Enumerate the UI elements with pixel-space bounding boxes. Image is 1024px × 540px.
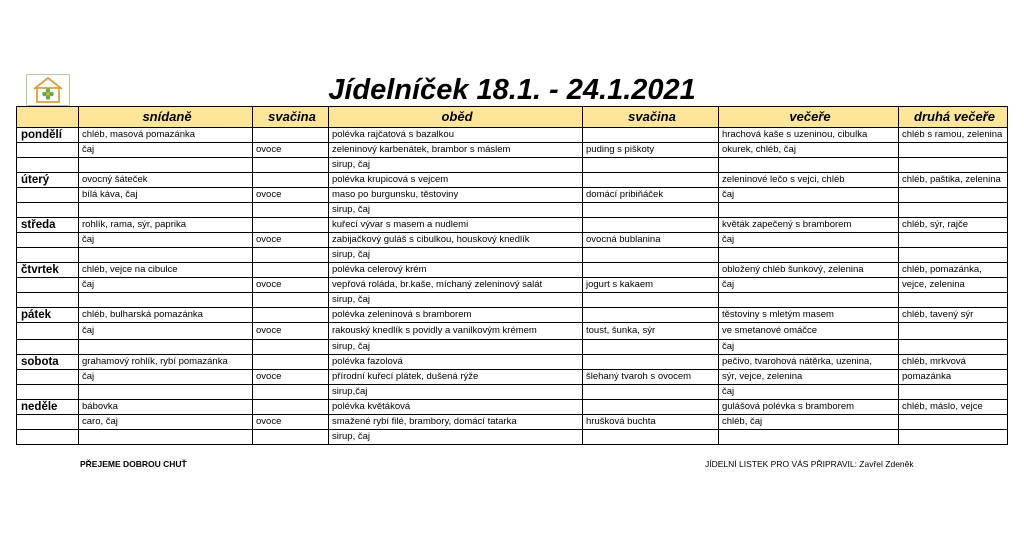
second-dinner-cell: chléb, sýr, rajče	[899, 218, 1008, 233]
day-name: pondělí	[17, 128, 79, 143]
dinner-cell: čaj	[719, 233, 899, 248]
morning-snack-cell: ovoce	[253, 143, 329, 158]
lunch-cell: sirup, čaj	[329, 340, 583, 355]
breakfast-cell	[79, 340, 253, 355]
table-row	[17, 323, 1008, 340]
dinner-cell: čaj	[719, 188, 899, 203]
lunch-cell: sirup,čaj	[329, 385, 583, 400]
morning-snack-cell: ovoce	[253, 415, 329, 430]
day-cell-empty	[17, 415, 79, 430]
breakfast-cell	[79, 203, 253, 218]
dinner-cell: pečivo, tvarohová nátěrka, uzenina,	[719, 355, 899, 370]
second-dinner-cell: chléb, máslo, vejce	[899, 400, 1008, 415]
breakfast-cell	[79, 158, 253, 173]
afternoon-snack-cell	[583, 293, 719, 308]
morning-snack-cell	[253, 173, 329, 188]
footer-greeting: PŘEJEME DOBROU CHUŤ	[80, 459, 187, 469]
lunch-cell: zeleninový karbenátek, brambor s máslem	[329, 143, 583, 158]
second-dinner-cell	[899, 293, 1008, 308]
morning-snack-cell: ovoce	[253, 370, 329, 385]
lunch-cell: maso po burgunsku, těstoviny	[329, 188, 583, 203]
table-row	[17, 188, 1008, 203]
lunch-cell: smažené rybí filé, brambory, domácí tatarka	[329, 415, 583, 430]
morning-snack-cell: ovoce	[253, 323, 329, 340]
second-dinner-cell	[899, 415, 1008, 430]
header-dinner: večeře	[719, 107, 899, 128]
dinner-cell: chléb, čaj	[719, 415, 899, 430]
day-cell-empty	[17, 233, 79, 248]
dinner-cell: hrachová kaše s uzeninou, cibulka	[719, 128, 899, 143]
table-row	[17, 308, 1008, 323]
afternoon-snack-cell: hrušková buchta	[583, 415, 719, 430]
dinner-cell: čaj	[719, 385, 899, 400]
second-dinner-cell: vejce, zelenina	[899, 278, 1008, 293]
breakfast-cell: čaj	[79, 233, 253, 248]
menu-table	[16, 106, 1008, 445]
breakfast-cell: bábovka	[79, 400, 253, 415]
afternoon-snack-cell	[583, 158, 719, 173]
breakfast-cell: rohlík, rama, sýr, paprika	[79, 218, 253, 233]
afternoon-snack-cell: jogurt s kakaem	[583, 278, 719, 293]
breakfast-cell	[79, 385, 253, 400]
dinner-cell: obložený chléb šunkový, zelenina	[719, 263, 899, 278]
table-row	[17, 173, 1008, 188]
second-dinner-cell: chléb, tavený sýr	[899, 308, 1008, 323]
day-cell-empty	[17, 248, 79, 263]
afternoon-snack-cell	[583, 308, 719, 323]
dinner-cell	[719, 293, 899, 308]
table-row	[17, 430, 1008, 445]
morning-snack-cell	[253, 218, 329, 233]
dinner-cell: okurek, chléb, čaj	[719, 143, 899, 158]
morning-snack-cell	[253, 248, 329, 263]
lunch-cell: sirup, čaj	[329, 158, 583, 173]
breakfast-cell	[79, 248, 253, 263]
breakfast-cell: bílá káva, čaj	[79, 188, 253, 203]
day-name: čtvrtek	[17, 263, 79, 278]
morning-snack-cell: ovoce	[253, 188, 329, 203]
lunch-cell: polévka zeleninová s bramborem	[329, 308, 583, 323]
lunch-cell: polévka celerový krém	[329, 263, 583, 278]
second-dinner-cell: chléb, paštika, zelenina	[899, 173, 1008, 188]
breakfast-cell: čaj	[79, 278, 253, 293]
day-cell-empty	[17, 385, 79, 400]
day-cell-empty	[17, 158, 79, 173]
second-dinner-cell: pomazánka	[899, 370, 1008, 385]
morning-snack-cell: ovoce	[253, 233, 329, 248]
lunch-cell: zabijačkový guláš s cibulkou, houskový knedlík	[329, 233, 583, 248]
lunch-cell: polévka fazolová	[329, 355, 583, 370]
afternoon-snack-cell	[583, 218, 719, 233]
day-name: pátek	[17, 308, 79, 323]
afternoon-snack-cell	[583, 385, 719, 400]
table-row	[17, 400, 1008, 415]
day-cell-empty	[17, 370, 79, 385]
table-row	[17, 203, 1008, 218]
lunch-cell: sirup, čaj	[329, 248, 583, 263]
table-row	[17, 370, 1008, 385]
table-row	[17, 355, 1008, 370]
dinner-cell	[719, 158, 899, 173]
second-dinner-cell	[899, 248, 1008, 263]
breakfast-cell: grahamový rohlík, rybí pomazánka	[79, 355, 253, 370]
breakfast-cell: chléb, vejce na cibulce	[79, 263, 253, 278]
day-name: úterý	[17, 173, 79, 188]
dinner-cell: čaj	[719, 340, 899, 355]
afternoon-snack-cell: domácí pribiňáček	[583, 188, 719, 203]
dinner-cell: zeleninové lečo s vejci, chléb	[719, 173, 899, 188]
afternoon-snack-cell: ovocná bublanina	[583, 233, 719, 248]
header-lunch: oběd	[329, 107, 583, 128]
morning-snack-cell	[253, 340, 329, 355]
morning-snack-cell	[253, 128, 329, 143]
lunch-cell: polévka květáková	[329, 400, 583, 415]
table-row	[17, 293, 1008, 308]
table-row	[17, 128, 1008, 143]
day-cell-empty	[17, 430, 79, 445]
day-cell-empty	[17, 143, 79, 158]
table-row	[17, 278, 1008, 293]
lunch-cell: sirup, čaj	[329, 293, 583, 308]
table-row	[17, 248, 1008, 263]
second-dinner-cell	[899, 323, 1008, 340]
header-afternoon-snack: svačina	[583, 107, 719, 128]
day-name: středa	[17, 218, 79, 233]
breakfast-cell: čaj	[79, 370, 253, 385]
lunch-cell: sirup, čaj	[329, 430, 583, 445]
afternoon-snack-cell	[583, 355, 719, 370]
page-title: Jídelníček 18.1. - 24.1.2021	[328, 74, 696, 106]
table-row	[17, 415, 1008, 430]
dinner-cell: čaj	[719, 278, 899, 293]
header-row	[17, 107, 1008, 128]
morning-snack-cell	[253, 355, 329, 370]
afternoon-snack-cell	[583, 400, 719, 415]
day-cell-empty	[17, 203, 79, 218]
day-name: neděle	[17, 400, 79, 415]
morning-snack-cell	[253, 203, 329, 218]
morning-snack-cell	[253, 263, 329, 278]
second-dinner-cell	[899, 203, 1008, 218]
header-breakfast: snídaně	[79, 107, 253, 128]
afternoon-snack-cell	[583, 203, 719, 218]
breakfast-cell: ovocný šáteček	[79, 173, 253, 188]
breakfast-cell: čaj	[79, 143, 253, 158]
lunch-cell: rakouský knedlík s povidly a vanilkovým krémem	[329, 323, 583, 340]
breakfast-cell: caro, čaj	[79, 415, 253, 430]
dinner-cell	[719, 430, 899, 445]
second-dinner-cell	[899, 233, 1008, 248]
table-row	[17, 218, 1008, 233]
afternoon-snack-cell	[583, 340, 719, 355]
lunch-cell: polévka rajčatová s bazalkou	[329, 128, 583, 143]
dinner-cell	[719, 203, 899, 218]
dinner-cell: těstoviny s mletým masem	[719, 308, 899, 323]
morning-snack-cell	[253, 308, 329, 323]
day-cell-empty	[17, 293, 79, 308]
dinner-cell: ve smetanové omáčce	[719, 323, 899, 340]
morning-snack-cell: ovoce	[253, 278, 329, 293]
afternoon-snack-cell	[583, 263, 719, 278]
dinner-cell: gulášová polévka s bramborem	[719, 400, 899, 415]
second-dinner-cell	[899, 158, 1008, 173]
second-dinner-cell	[899, 143, 1008, 158]
second-dinner-cell	[899, 430, 1008, 445]
dinner-cell: sýr, vejce, zelenina	[719, 370, 899, 385]
breakfast-cell	[79, 293, 253, 308]
header-day	[17, 107, 79, 128]
afternoon-snack-cell: puding s piškoty	[583, 143, 719, 158]
day-cell-empty	[17, 278, 79, 293]
table-row	[17, 233, 1008, 248]
morning-snack-cell	[253, 400, 329, 415]
lunch-cell: polévka krupicová s vejcem	[329, 173, 583, 188]
dinner-cell: květák zapečený s bramborem	[719, 218, 899, 233]
afternoon-snack-cell	[583, 248, 719, 263]
afternoon-snack-cell: šlehaný tvaroh s ovocem	[583, 370, 719, 385]
day-cell-empty	[17, 340, 79, 355]
morning-snack-cell	[253, 430, 329, 445]
breakfast-cell: čaj	[79, 323, 253, 340]
breakfast-cell	[79, 430, 253, 445]
day-cell-empty	[17, 323, 79, 340]
afternoon-snack-cell	[583, 128, 719, 143]
header-second-dinner: druhá večeře	[899, 107, 1008, 128]
second-dinner-cell	[899, 188, 1008, 203]
second-dinner-cell: chléb s ramou, zelenina	[899, 128, 1008, 143]
table-row	[17, 158, 1008, 173]
lunch-cell: přírodní kuřecí plátek, dušená rýže	[329, 370, 583, 385]
lunch-cell: sirup, čaj	[329, 203, 583, 218]
dinner-cell	[719, 248, 899, 263]
header-morning-snack: svačina	[253, 107, 329, 128]
footer-author: JÍDELNÍ LISTEK PRO VÁS PŘIPRAVIL: Zavřel Zdeněk	[705, 459, 914, 469]
menu-body	[17, 128, 1008, 445]
second-dinner-cell: chléb, pomazánka,	[899, 263, 1008, 278]
morning-snack-cell	[253, 293, 329, 308]
morning-snack-cell	[253, 158, 329, 173]
afternoon-snack-cell: toust, šunka, sýr	[583, 323, 719, 340]
lunch-cell: kuřecí vývar s masem a nudlemi	[329, 218, 583, 233]
breakfast-cell: chléb, bulharská pomazánka	[79, 308, 253, 323]
breakfast-cell: chléb, masová pomazánka	[79, 128, 253, 143]
second-dinner-cell: chléb, mrkvová	[899, 355, 1008, 370]
table-row	[17, 385, 1008, 400]
table-row	[17, 340, 1008, 355]
day-cell-empty	[17, 188, 79, 203]
second-dinner-cell	[899, 385, 1008, 400]
table-row	[17, 143, 1008, 158]
morning-snack-cell	[253, 385, 329, 400]
second-dinner-cell	[899, 340, 1008, 355]
afternoon-snack-cell	[583, 430, 719, 445]
afternoon-snack-cell	[583, 173, 719, 188]
table-row	[17, 263, 1008, 278]
day-name: sobota	[17, 355, 79, 370]
lunch-cell: vepřová roláda, br.kaše, míchaný zeleninový salát	[329, 278, 583, 293]
